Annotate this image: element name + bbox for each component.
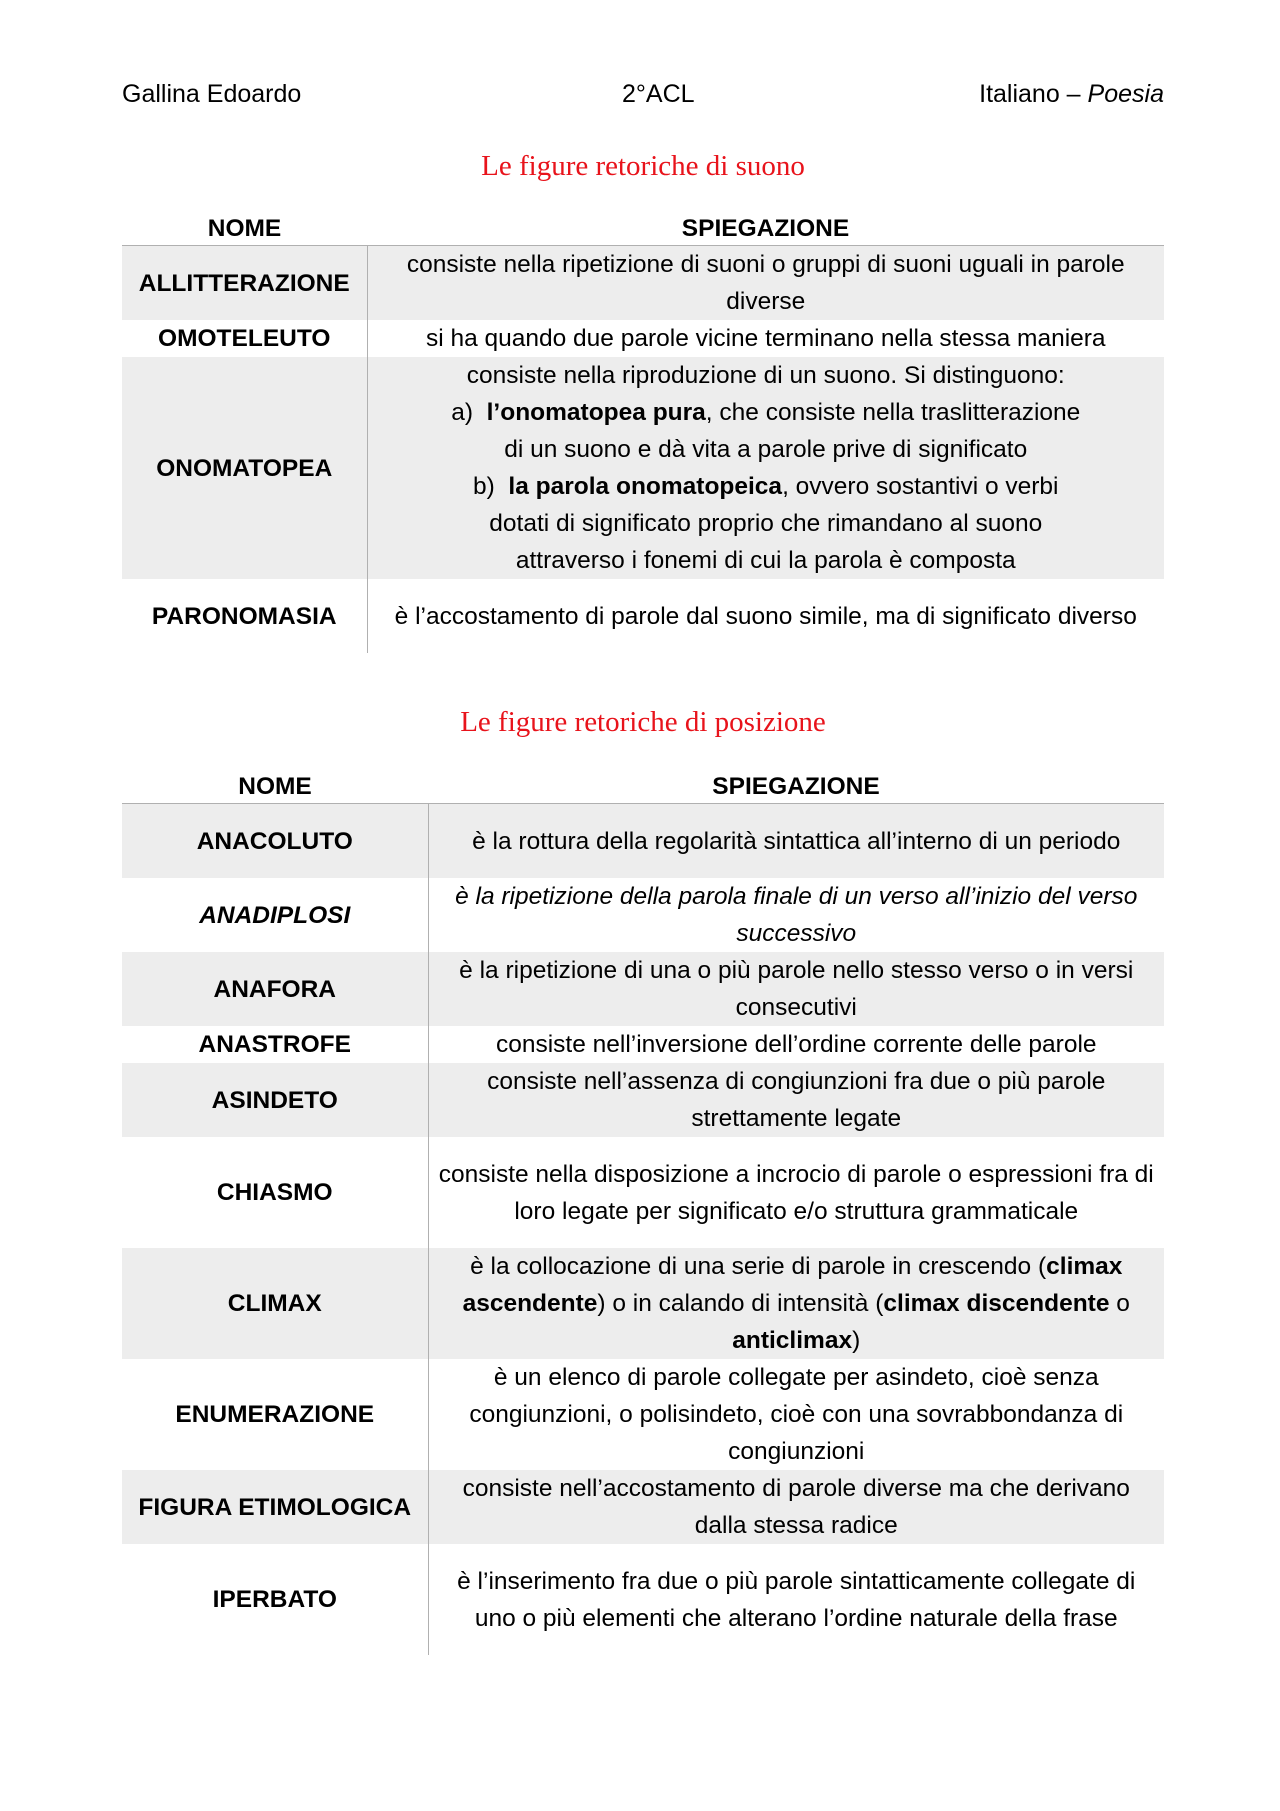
figure-explanation: è la rottura della regolarità sintattica all’interno di un periodo xyxy=(428,804,1164,879)
figure-explanation: è la ripetizione della parola finale di un verso all’inizio del verso successivo xyxy=(455,883,1138,947)
figure-explanation: consiste nell’assenza di congiunzioni fra due o più parole strettamente legate xyxy=(428,1063,1164,1137)
figure-name: CLIMAX xyxy=(122,1248,428,1359)
bold-term: anticlimax xyxy=(732,1327,853,1354)
onomatopea-intro: consiste nella riproduzione di un suono. Si distinguono: xyxy=(466,362,1065,389)
figure-explanation: consiste nell’inversione dell’ordine corrente delle parole xyxy=(495,1031,1097,1058)
column-header-explanation: SPIEGAZIONE xyxy=(681,215,850,242)
figure-explanation xyxy=(367,357,1164,579)
class-name: 2°ACL xyxy=(622,80,695,108)
table-row xyxy=(122,878,1164,952)
bold-term: climax discendente xyxy=(883,1290,1110,1317)
table-row xyxy=(122,804,1164,879)
list-marker: b) xyxy=(472,473,495,500)
table-row xyxy=(122,1470,1164,1544)
list-text: di un suono e dà vita a parole prive di significato xyxy=(504,436,1028,463)
table-row xyxy=(122,1137,1164,1248)
figure-explanation: è la ripetizione di una o più parole nello stesso verso o in versi consecutivi xyxy=(428,952,1164,1026)
position-figures-table xyxy=(122,768,1164,1655)
list-item xyxy=(376,468,1157,579)
subject-label xyxy=(979,80,1164,109)
table-row xyxy=(122,579,1164,653)
bold-term: l’onomatopea pura xyxy=(486,399,706,426)
table-row xyxy=(122,1359,1164,1470)
bold-term: la parola onomatopeica xyxy=(508,473,783,500)
list-text: dotati di significato proprio che rimandano al suono xyxy=(489,510,1043,537)
page-header xyxy=(122,80,1164,109)
figure-name: FIGURA ETIMOLOGICA xyxy=(122,1470,428,1544)
text: è la collocazione di una serie di parole in crescendo ( xyxy=(470,1253,1047,1280)
figure-name: OMOTELEUTO xyxy=(122,320,367,357)
column-header-name: NOME xyxy=(238,773,312,800)
section-position-title: Le figure retoriche di posizione xyxy=(460,706,826,738)
text: ) o in calando di intensità ( xyxy=(597,1290,884,1317)
list-marker: a) xyxy=(451,399,473,426)
figure-explanation: consiste nella disposizione a incrocio di parole o espressioni fra di loro legate per significato e/o struttura grammaticale xyxy=(438,1160,1154,1225)
table-row xyxy=(122,1026,1164,1063)
figure-name: ASINDETO xyxy=(122,1063,428,1137)
table-header-row xyxy=(122,768,1164,804)
figure-name: PARONOMASIA xyxy=(122,579,367,653)
table-row xyxy=(122,1544,1164,1655)
text: o xyxy=(1109,1290,1130,1317)
figure-name: ONOMATOPEA xyxy=(122,357,367,579)
list-item xyxy=(376,394,1157,468)
figure-name: ANASTROFE xyxy=(122,1026,428,1063)
text: ) xyxy=(852,1327,861,1354)
table-row xyxy=(122,1248,1164,1359)
student-name: Gallina Edoardo xyxy=(122,80,302,108)
figure-name: ANACOLUTO xyxy=(122,804,428,879)
list-text: , ovvero sostantivi o verbi xyxy=(782,473,1059,500)
column-header-explanation: SPIEGAZIONE xyxy=(712,773,880,800)
figure-explanation: è l’inserimento fra due o più parole sintatticamente collegate di uno o più elementi che alterano l’ordine naturale della frase xyxy=(457,1567,1136,1632)
table-row xyxy=(122,246,1164,321)
figure-name: ALLITTERAZIONE xyxy=(122,246,367,321)
list-text: attraverso i fonemi di cui la parola è composta xyxy=(515,547,1016,574)
table-row xyxy=(122,1063,1164,1137)
topic: Poesia xyxy=(1087,80,1164,108)
subject: Italiano – xyxy=(979,80,1088,108)
sound-figures-table xyxy=(122,210,1164,653)
figure-explanation: si ha quando due parole vicine terminano nella stessa maniera xyxy=(425,325,1106,352)
table-header-row xyxy=(122,210,1164,246)
figure-name: ANADIPLOSI xyxy=(122,878,428,952)
figure-name: ANAFORA xyxy=(122,952,428,1026)
table-row xyxy=(122,357,1164,579)
column-header-name: NOME xyxy=(207,215,282,242)
table-row xyxy=(122,320,1164,357)
table-row xyxy=(122,952,1164,1026)
figure-explanation: consiste nell’accostamento di parole diverse ma che derivano dalla stessa radice xyxy=(428,1470,1164,1544)
figure-name: CHIASMO xyxy=(122,1137,428,1248)
figure-explanation xyxy=(428,1248,1164,1359)
figure-explanation: è l’accostamento di parole dal suono simile, ma di significato diverso xyxy=(394,602,1137,630)
figure-explanation: consiste nella ripetizione di suoni o gruppi di suoni uguali in parole diverse xyxy=(367,246,1164,321)
list-text: , che consiste nella traslitterazione xyxy=(705,399,1081,426)
bold-term: climax ascendente xyxy=(462,1253,1123,1317)
section-sound-title: Le figure retoriche di suono xyxy=(481,150,805,182)
figure-name: IPERBATO xyxy=(122,1544,428,1655)
figure-name: ENUMERAZIONE xyxy=(122,1359,428,1470)
figure-explanation: è un elenco di parole collegate per asindeto, cioè senza congiunzioni, o polisindeto, cioè con una sovrabbondanza di congiunzioni xyxy=(469,1364,1124,1465)
